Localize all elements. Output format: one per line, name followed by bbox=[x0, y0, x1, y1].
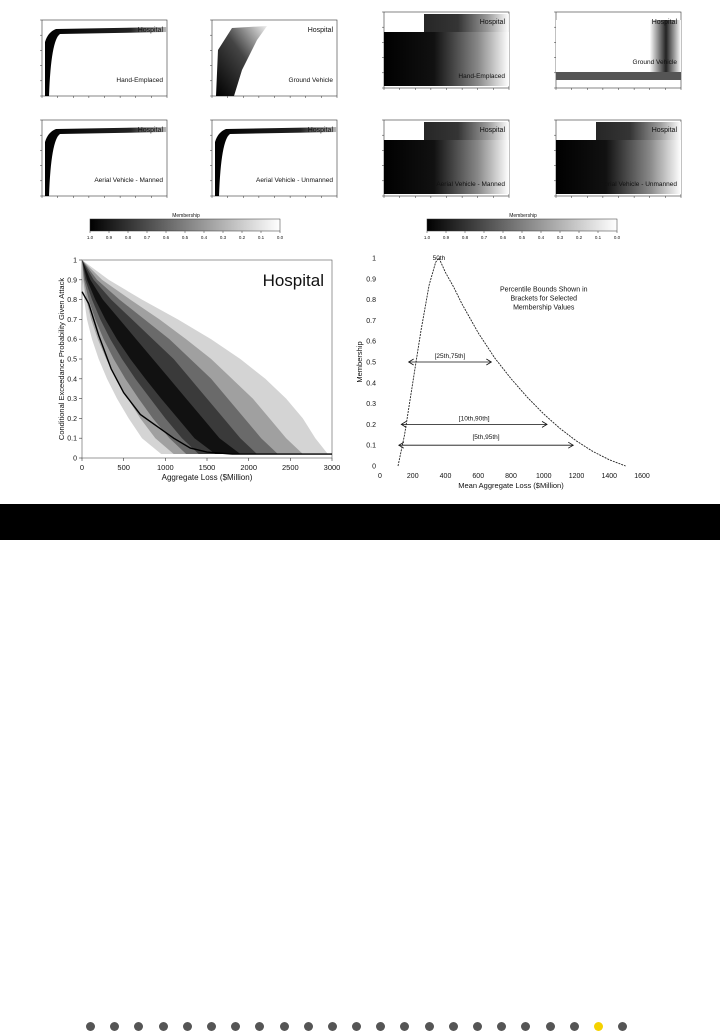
y-tick-label: 0.3 bbox=[366, 401, 376, 409]
y-tick-label: 0.8 bbox=[67, 297, 77, 305]
colorbar-right bbox=[425, 212, 625, 246]
slide-dot[interactable] bbox=[618, 1022, 627, 1031]
small-panel-title: Hospital bbox=[137, 27, 163, 34]
small-panel-title: Hospital bbox=[651, 127, 677, 134]
y-tick-label: 0.6 bbox=[366, 338, 376, 346]
colorbar-tick-label: 0.4 bbox=[537, 235, 545, 240]
slide-dot[interactable] bbox=[207, 1022, 216, 1031]
colorbar-gradient bbox=[427, 219, 617, 231]
y-tick-label: 0.4 bbox=[366, 380, 376, 388]
y-tick-label: 0.6 bbox=[67, 336, 77, 344]
annotation-text: Percentile Bounds Shown in Brackets for Selected Membership Values bbox=[499, 286, 588, 312]
colorbar-tick-label: 0.3 bbox=[219, 235, 227, 240]
slide-dot[interactable] bbox=[304, 1022, 313, 1031]
small-panel-8 bbox=[548, 118, 683, 204]
small-panel-subtitle: Aerial Vehicle - Unmanned bbox=[600, 181, 677, 188]
colorbar-title: Membership bbox=[509, 213, 537, 219]
colorbar-tick-label: 0.3 bbox=[556, 235, 564, 240]
small-panel-title: Hospital bbox=[479, 127, 505, 134]
x-tick-label: 2500 bbox=[281, 463, 299, 472]
membership-band-low bbox=[556, 72, 681, 80]
small-panel-1 bbox=[34, 18, 169, 104]
colorbar-tick-label: 0.2 bbox=[575, 235, 583, 240]
y-tick-label: 0.1 bbox=[366, 442, 376, 450]
colorbar-tick-label: 0.7 bbox=[480, 235, 488, 240]
slide-dot[interactable] bbox=[425, 1022, 434, 1031]
slide-dot[interactable] bbox=[328, 1022, 337, 1031]
x-tick-label: 200 bbox=[406, 473, 419, 480]
slide-dot[interactable] bbox=[376, 1022, 385, 1031]
slide-dots bbox=[86, 1022, 642, 1032]
slide-dot[interactable] bbox=[183, 1022, 192, 1031]
membership-chart bbox=[352, 252, 662, 494]
y-tick-label: 0.1 bbox=[67, 435, 77, 443]
colorbar-left bbox=[88, 212, 284, 246]
colorbar-tick-label: 0.9 bbox=[105, 235, 113, 240]
x-tick-label: 600 bbox=[472, 473, 485, 480]
colorbar-tick-label: 0.4 bbox=[200, 235, 208, 240]
x-tick-label: 0 bbox=[378, 473, 382, 480]
slide-dot[interactable] bbox=[255, 1022, 264, 1031]
slide-dot[interactable] bbox=[231, 1022, 240, 1031]
small-panel-subtitle: Aerial Vehicle - Manned bbox=[436, 181, 505, 188]
x-tick-label: 1500 bbox=[198, 463, 216, 472]
x-tick-label: 400 bbox=[439, 473, 452, 480]
slide-dot[interactable] bbox=[352, 1022, 361, 1031]
colorbar-tick-label: 0.0 bbox=[276, 235, 284, 240]
y-tick-label: 0 bbox=[73, 455, 77, 463]
main-heatmap-chart bbox=[52, 252, 342, 494]
colorbar-tick-label: 0.6 bbox=[162, 235, 170, 240]
colorbar-tick-label: 0.8 bbox=[124, 235, 132, 240]
x-axis-label: Mean Aggregate Loss ($Million) bbox=[458, 481, 564, 490]
bracket-label: [25th,75th] bbox=[434, 353, 466, 360]
small-panel-subtitle: Aerial Vehicle - Unmanned bbox=[256, 177, 333, 184]
colorbar-gradient bbox=[90, 219, 280, 231]
peak-label: 50th bbox=[432, 255, 446, 262]
slide-dot[interactable] bbox=[159, 1022, 168, 1031]
x-tick-label: 3000 bbox=[323, 463, 341, 472]
slide-dot-active[interactable] bbox=[594, 1022, 603, 1031]
slide-dot[interactable] bbox=[497, 1022, 506, 1031]
colorbar-tick-label: 0.0 bbox=[613, 235, 621, 240]
bracket-label: [5th,95th] bbox=[472, 434, 500, 442]
y-axis-label: Conditional Exceedance Probability Given Attack bbox=[57, 277, 66, 441]
slide-dot[interactable] bbox=[400, 1022, 409, 1031]
slide-dot[interactable] bbox=[134, 1022, 143, 1031]
x-tick-label: 1200 bbox=[568, 473, 585, 480]
y-tick-label: 0.5 bbox=[366, 359, 376, 367]
y-tick-label: 0.8 bbox=[366, 297, 376, 305]
small-panel-7 bbox=[376, 118, 511, 204]
small-panel-title: Hospital bbox=[307, 127, 333, 134]
slide-dot[interactable] bbox=[86, 1022, 95, 1031]
x-tick-label: 1600 bbox=[634, 473, 650, 480]
small-panel-6 bbox=[204, 118, 339, 204]
colorbar-tick-label: 0.1 bbox=[257, 235, 265, 240]
small-panel-5 bbox=[34, 118, 169, 204]
colorbar-tick-label: 1.0 bbox=[86, 235, 94, 240]
slide-dot[interactable] bbox=[473, 1022, 482, 1031]
bracket-label: [10th,90th] bbox=[458, 415, 490, 423]
x-tick-label: 0 bbox=[79, 463, 85, 472]
small-panel-3 bbox=[376, 10, 511, 96]
colorbar-tick-label: 0.9 bbox=[442, 235, 450, 240]
slide-navigation-bar bbox=[0, 504, 720, 540]
small-panel-subtitle: Ground Vehicle bbox=[288, 77, 333, 84]
y-tick-label: 0.7 bbox=[67, 316, 77, 324]
y-tick-label: 0.5 bbox=[67, 356, 77, 364]
y-tick-label: 0.9 bbox=[366, 276, 376, 284]
y-axis-label: Membership bbox=[355, 341, 364, 383]
small-panel-title: Hospital bbox=[479, 19, 505, 26]
small-panel-subtitle: Hand-Emplaced bbox=[116, 77, 163, 84]
colorbar-tick-label: 1.0 bbox=[423, 235, 431, 240]
x-tick-label: 1000 bbox=[156, 463, 174, 472]
y-tick-label: 1 bbox=[372, 255, 376, 263]
small-panel-4 bbox=[548, 10, 683, 96]
y-tick-label: 0.2 bbox=[67, 415, 77, 423]
slide-dot[interactable] bbox=[521, 1022, 530, 1031]
y-tick-label: 1 bbox=[73, 257, 77, 265]
x-tick-label: 2000 bbox=[240, 463, 258, 472]
slide-dot[interactable] bbox=[449, 1022, 458, 1031]
heatmap-title: Hospital bbox=[262, 271, 324, 290]
x-tick-label: 1000 bbox=[535, 473, 552, 480]
colorbar-tick-label: 0.1 bbox=[594, 235, 602, 240]
x-tick-label: 500 bbox=[117, 463, 130, 472]
y-tick-label: 0.9 bbox=[67, 277, 77, 285]
y-tick-label: 0 bbox=[372, 463, 376, 471]
small-panel-subtitle: Aerial Vehicle - Manned bbox=[94, 177, 163, 184]
small-panel-title: Hospital bbox=[137, 127, 163, 134]
y-tick-label: 0.4 bbox=[67, 376, 77, 384]
x-axis-label: Aggregate Loss ($Million) bbox=[161, 473, 253, 482]
x-tick-label: 1400 bbox=[601, 473, 618, 480]
slide-dot[interactable] bbox=[280, 1022, 289, 1031]
y-tick-label: 0.2 bbox=[366, 421, 376, 429]
y-tick-label: 0.7 bbox=[366, 317, 376, 325]
small-panel-title: Hospital bbox=[307, 27, 333, 34]
colorbar-title: Membership bbox=[172, 213, 200, 219]
slide-dot[interactable] bbox=[570, 1022, 579, 1031]
y-tick-label: 0.3 bbox=[67, 396, 77, 404]
slide-dot[interactable] bbox=[546, 1022, 555, 1031]
small-panel-subtitle: Ground Vehicle bbox=[632, 59, 677, 66]
slide-dot[interactable] bbox=[110, 1022, 119, 1031]
small-panel-subtitle: Hand-Emplaced bbox=[458, 73, 505, 80]
colorbar-tick-label: 0.8 bbox=[461, 235, 469, 240]
small-panel-title: Hospital bbox=[651, 19, 677, 26]
colorbar-tick-label: 0.5 bbox=[181, 235, 189, 240]
colorbar-tick-label: 0.7 bbox=[143, 235, 151, 240]
colorbar-tick-label: 0.6 bbox=[499, 235, 507, 240]
small-panel-2 bbox=[204, 18, 339, 104]
colorbar-tick-label: 0.2 bbox=[238, 235, 246, 240]
x-tick-label: 800 bbox=[505, 473, 517, 480]
colorbar-tick-label: 0.5 bbox=[518, 235, 526, 240]
